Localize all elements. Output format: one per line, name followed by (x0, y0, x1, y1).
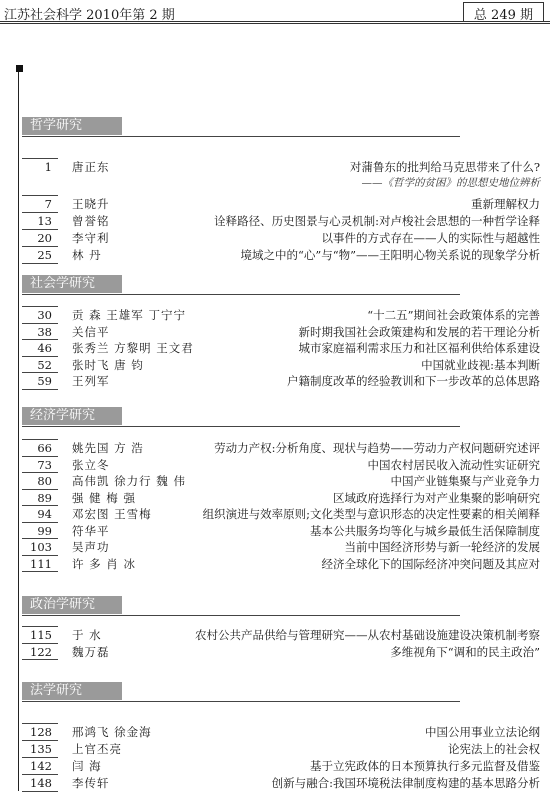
author-names: 于 水 (72, 628, 102, 642)
author-names: 张秀兰 方黎明 王文君 (72, 341, 194, 355)
page-number: 128 (30, 725, 52, 739)
section-title: 政治学研究 (22, 596, 122, 614)
section-rule (22, 701, 460, 702)
section-rule (22, 615, 460, 616)
toc-entry (22, 340, 540, 357)
article-title: 中国公用事业立法论纲 (425, 725, 540, 739)
section-header (22, 596, 460, 622)
section-title: 哲学研究 (22, 117, 122, 135)
article-title: 论宪法上的社会权 (448, 742, 540, 756)
section-rule (22, 426, 460, 427)
page-number-rule (22, 571, 58, 572)
toc-entry (22, 775, 540, 792)
section-rule (22, 136, 460, 137)
page-number: 13 (37, 214, 52, 228)
toc-entry (22, 741, 540, 758)
article-title: 中国产业链集聚与产业竞争力 (390, 474, 540, 488)
page-number-rule (22, 263, 58, 264)
author-names: 张立冬 (72, 457, 110, 472)
article-title: 区域政府选择行为对产业集聚的影响研究 (333, 490, 540, 505)
article-title: 多维视角下“调和的民主政治” (390, 644, 540, 659)
page-number: 148 (30, 776, 52, 790)
toc-entry (22, 490, 540, 507)
author-names: 强 健 梅 强 (72, 490, 136, 505)
author-names: 曾誉铭 (72, 214, 110, 228)
article-title: 以事件的方式存在——人的实际性与超越性 (321, 231, 540, 245)
author-names: 林 丹 (72, 248, 102, 262)
margin-rule (18, 72, 19, 791)
toc-entry (22, 724, 540, 741)
page-number: 111 (30, 556, 52, 571)
page-number: 66 (37, 441, 52, 455)
section-header (22, 407, 460, 433)
toc-entry (22, 440, 540, 457)
toc-entry (22, 373, 540, 390)
article-title: 基本公共服务均等化与城乡最低生活保障制度 (310, 523, 540, 538)
author-names: 李传轩 (72, 776, 110, 790)
author-names: 姚先国 方 浩 (72, 441, 144, 455)
toc-entry (22, 307, 540, 324)
article-title: 新时期我国社会政策建构和发展的若干理论分析 (298, 324, 540, 339)
toc-entry (22, 230, 540, 247)
toc-entry (22, 357, 540, 374)
author-names: 邢鸿飞 徐金海 (72, 725, 152, 739)
header-rule-secondary (0, 23, 550, 24)
running-header (0, 0, 550, 22)
toc-entry (22, 457, 540, 474)
article-title: “十二五”期间社会政策体系的完善 (367, 308, 540, 322)
header-rule (0, 21, 550, 22)
article-title: 组织演进与效率原则;文化类型与意识形态的决定性要素的相关阐释 (202, 507, 540, 521)
section-rule (22, 294, 460, 295)
page-number: 7 (44, 197, 52, 211)
issue-total: 总 249 期 (463, 2, 544, 21)
author-names: 符华平 (72, 523, 110, 538)
toc-entry (22, 473, 540, 490)
article-title: 城市家庭福利需求压力和社区福利供给体系建设 (298, 341, 540, 355)
section-header (22, 682, 460, 708)
article-title: 农村公共产品供给与管理研究——从农村基础设施建设决策机制考察 (195, 628, 540, 642)
page-number: 142 (30, 759, 52, 773)
author-names: 高伟凯 徐力行 魏 伟 (72, 474, 186, 488)
journal-issue: 江苏社会科学 2010年第 2 期 (4, 8, 175, 23)
page-number: 1 (44, 160, 52, 174)
page-number: 115 (30, 628, 52, 642)
page-number: 94 (37, 507, 52, 521)
article-title: 当前中国经济形势与新一轮经济的发展 (344, 540, 540, 554)
page-number: 135 (30, 742, 52, 756)
page-number: 52 (37, 357, 52, 372)
page-number: 20 (37, 231, 52, 245)
article-title: 重新理解权力 (471, 197, 540, 211)
article-title: 创新与融合:我国环境税法律制度构建的基本思路分析 (271, 776, 540, 790)
author-names: 唐正东 (72, 160, 110, 174)
page-number: 25 (37, 248, 52, 262)
author-names: 许 多 肖 冰 (72, 556, 136, 571)
page-number: 73 (37, 457, 52, 472)
section-title: 社会学研究 (22, 275, 122, 293)
article-title: 对蒲鲁东的批判给马克思带来了什么? (349, 160, 540, 174)
toc-entry-subtitle (22, 175, 540, 192)
article-title: 中国农村居民收入流动性实证研究 (367, 457, 540, 472)
article-title: 经济全球化下的国际经济冲突问题及其应对 (321, 556, 540, 571)
corner-marker (16, 65, 23, 72)
author-names: 关信平 (72, 324, 110, 339)
author-names: 上官丕亮 (72, 742, 122, 756)
toc-entry (22, 627, 540, 644)
toc-entry (22, 758, 540, 775)
toc-entry (22, 506, 540, 523)
author-names: 魏万磊 (72, 644, 110, 659)
toc-entry (22, 324, 540, 341)
page-number: 30 (37, 308, 52, 322)
article-title: 户籍制度改革的经验教训和下一步改革的总体思路 (287, 374, 540, 388)
author-names: 李守利 (72, 231, 110, 245)
page-number: 59 (37, 374, 52, 388)
author-names: 邓宏图 王雪梅 (72, 507, 152, 521)
section-title: 经济学研究 (22, 407, 122, 425)
page-number-rule (22, 659, 58, 660)
author-names: 王列军 (72, 374, 110, 388)
author-names: 张时飞 唐 钧 (72, 357, 144, 372)
toc-entry (22, 556, 540, 573)
author-names: 闫 海 (72, 759, 102, 773)
page-number: 89 (37, 490, 52, 505)
toc-entry (22, 247, 540, 264)
article-title: 诠释路径、历史图景与心灵机制:对卢梭社会思想的一种哲学诠释 (214, 214, 540, 228)
author-names: 贡 森 王雄军 丁宁宁 (72, 308, 186, 322)
article-title: 境域之中的“心”与“物”——王阳明心物关系说的现象学分析 (240, 248, 540, 262)
article-subtitle: ——《哲学的贫困》的思想史地位辨析 (361, 177, 540, 189)
page-number: 103 (30, 540, 52, 554)
page-number-rule (22, 389, 58, 390)
toc-entry (22, 196, 540, 213)
page-number: 80 (37, 474, 52, 488)
page-number: 122 (30, 644, 52, 659)
section-header (22, 117, 460, 143)
section-header (22, 275, 460, 301)
page-number: 38 (37, 324, 52, 339)
toc-entry (22, 159, 540, 176)
toc-entry (22, 523, 540, 540)
page-number: 99 (37, 523, 52, 538)
article-title: 中国就业歧视:基本判断 (421, 357, 540, 372)
article-title: 基于立宪政体的日本预算执行多元监督及借鉴 (310, 759, 540, 773)
page-number: 46 (37, 341, 52, 355)
author-names: 王晓升 (72, 197, 110, 211)
toc-entry (22, 539, 540, 556)
section-title: 法学研究 (22, 682, 122, 700)
toc-entry (22, 213, 540, 230)
article-title: 劳动力产权:分析角度、现状与趋势——劳动力产权问题研究述评 (214, 441, 540, 455)
toc-entry (22, 644, 540, 661)
author-names: 吴声功 (72, 540, 110, 554)
